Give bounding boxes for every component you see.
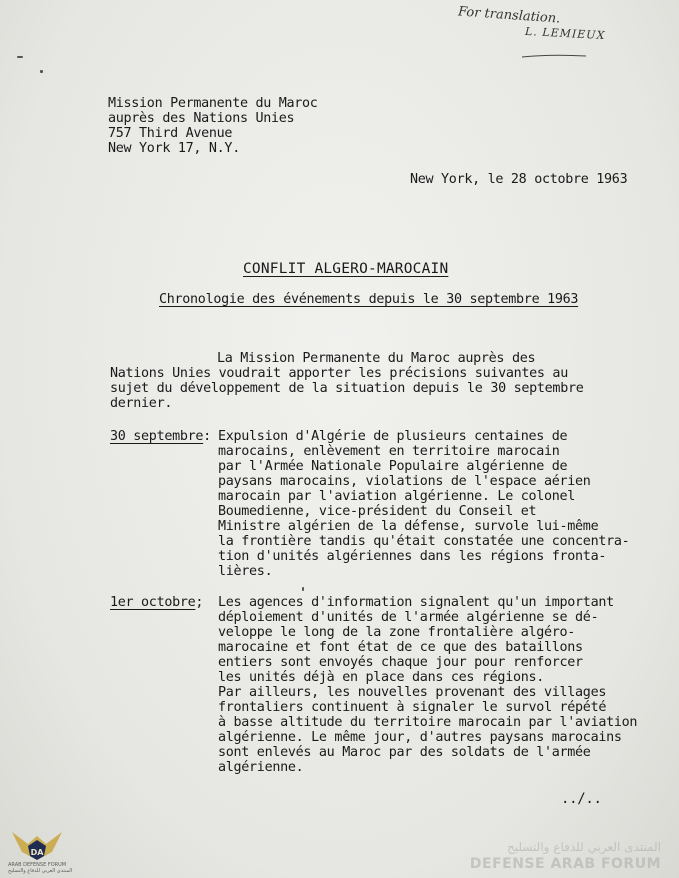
entry-line: algérienne. (218, 760, 304, 775)
entry-line: algérienne. Le même jour, d'autres paysans marocains (218, 730, 622, 745)
entry-body (218, 429, 629, 579)
entry-date: 1er octobre (110, 595, 196, 610)
logo-initials: DA (30, 848, 44, 857)
entry-line: sont enlevés au Maroc par des soldats de l'armée (218, 745, 591, 760)
entry-line: marocains, enlèvement en territoire marocain (218, 444, 560, 459)
paragraph-line: Nations Unies voudrait apporter les précisions suivantes au (110, 366, 568, 381)
continuation-mark: ../.. (561, 791, 602, 807)
logo-caption (8, 862, 73, 874)
address-line: 757 Third Avenue (108, 126, 233, 141)
logo-caption-latin: ARAB DEFENSE FORUM (8, 862, 67, 868)
entry-line: déploiement d'unités de l'armée algérienne se dé- (218, 610, 599, 625)
dateline: New York, le 28 octobre 1963 (410, 172, 628, 187)
entry-line: Par ailleurs, les nouvelles provenant des villages (218, 685, 607, 700)
paragraph-line: sujet du développement de la situation depuis le 30 septembre (110, 381, 584, 396)
entry-line: Expulsion d'Algérie de plusieurs centaines de (218, 429, 568, 444)
logo-caption-arabic: المنتدى العربي للدفاع والتسليح (8, 868, 73, 874)
entry-line: lières. (218, 564, 273, 579)
entry-line: Boumedienne, vice-président du Conseil et (218, 504, 537, 519)
paragraph-line: La Mission Permanente du Maroc auprès des (217, 351, 536, 366)
entry-line: Les agences d'information signalent qu'un important (218, 595, 614, 610)
entry-line: veloppe le long de la zone frontalière algéro- (218, 625, 576, 640)
sender-address (108, 96, 318, 156)
entry-line: marocain par l'aviation algérienne. Le colonel (218, 489, 576, 504)
entry-line: marocaine et font état de ce que des bataillons (218, 640, 583, 655)
intro-paragraph (110, 351, 583, 411)
entry-date-label (110, 595, 203, 610)
entry-separator: ; (195, 595, 204, 610)
entry-date-label (110, 429, 211, 444)
entry-line: par l'Armée Nationale Populaire algérienne de (218, 459, 568, 474)
entry-line: Ministre algérien de la défense, survole lui-même (218, 519, 599, 534)
watermark-arabic: المنتدى العربي للدفاع والتسليح (507, 840, 661, 854)
entry-line: frontaliers continuent à signaler le survol répété (218, 700, 607, 715)
watermark-latin: DEFENSE ARAB FORUM (469, 856, 661, 872)
document-subtitle: Chronologie des événements depuis le 30 septembre 1963 (159, 292, 579, 307)
handwritten-note: For translation. (457, 4, 561, 27)
entry-line: à basse altitude du territoire marocain par l'aviation (218, 715, 638, 730)
handwritten-signature: L. LEMIEUX (524, 24, 606, 43)
handwritten-underline (520, 52, 590, 60)
watermark (470, 840, 661, 872)
entry-line: paysans marocains, violations de l'espace aérien (218, 474, 591, 489)
address-line: Mission Permanente du Maroc (108, 96, 318, 111)
entry-line: les unités déjà en place dans ces régions. (218, 670, 544, 685)
entry-line: tion d'unités algériennes dans les régions fronta- (218, 549, 607, 564)
entry-body (218, 595, 637, 775)
address-line: auprès des Nations Unies (108, 111, 295, 126)
paragraph-line: dernier. (110, 396, 173, 411)
entry-line: entiers sont envoyés chaque jour pour renforcer (218, 655, 583, 670)
entry-separator: : (203, 429, 211, 444)
entry-line: la frontière tandis qu'était constatée une concentra- (218, 534, 630, 549)
address-line: New York 17, N.Y. (108, 141, 240, 156)
document-title: CONFLIT ALGERO-MAROCAIN (243, 261, 449, 277)
entry-date: 30 septembre (110, 429, 204, 444)
